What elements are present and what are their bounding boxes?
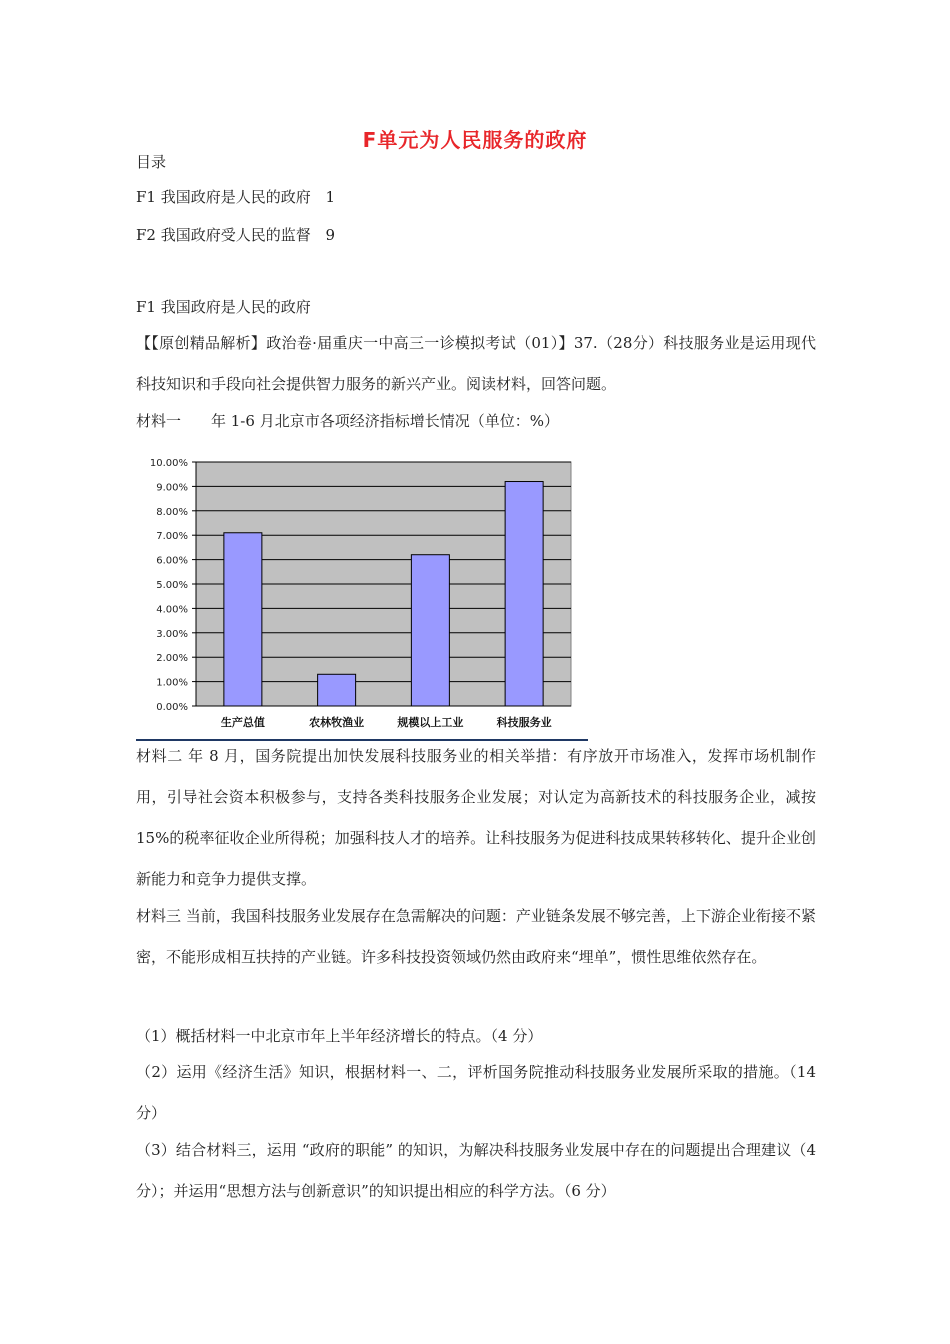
toc-item-label: F2 我国政府受人民的监督 bbox=[136, 226, 311, 244]
toc-item bbox=[136, 187, 335, 207]
question-intro: 【【原创精品解析】政治卷·届重庆一中高三一诊模拟考试（01）】37.（28分）科技服务业是运用现代科技知识和手段向社会提供智力服务的新兴产业。阅读材料，回答问题。 bbox=[136, 334, 816, 393]
document-title: F单元为人民服务的政府 bbox=[362, 128, 588, 152]
x-tick-label: 生产总值 bbox=[220, 716, 265, 729]
y-tick-label: 7.00% bbox=[156, 531, 188, 543]
toc-item bbox=[136, 225, 335, 245]
y-tick-label: 8.00% bbox=[156, 506, 188, 518]
y-tick-label: 1.00% bbox=[156, 677, 188, 689]
bar bbox=[224, 533, 262, 706]
toc-item-label: F1 我国政府是人民的政府 bbox=[136, 188, 311, 206]
toc-item-page: 1 bbox=[325, 188, 336, 206]
toc-heading: 目录 bbox=[136, 153, 167, 171]
x-tick-label: 规模以上工业 bbox=[397, 716, 464, 729]
question-3: （3）结合材料三，运用 “政府的职能” 的知识，为解决科技服务业发展中存在的问题提出合理建议（4 分）；并运用“思想方法与创新意识”的知识提出相应的科学方法。（6 分） bbox=[136, 1141, 816, 1200]
y-tick-label: 10.00% bbox=[149, 458, 188, 469]
y-tick-label: 5.00% bbox=[156, 580, 188, 591]
bar bbox=[318, 674, 356, 706]
y-tick-label: 6.00% bbox=[156, 555, 188, 567]
y-tick-label: 0.00% bbox=[156, 702, 188, 713]
material3-paragraph: 材料三 当前，我国科技服务业发展存在急需解决的问题：产业链条发展不够完善，上下游企业衔接不紧密，不能形成相互扶持的产业链。许多科技投资领域仍然由政府来“埋单”，惯性思维依然存在。 bbox=[136, 907, 816, 966]
y-tick-label: 3.00% bbox=[156, 628, 188, 640]
y-tick-label: 2.00% bbox=[156, 653, 188, 665]
bar-chart bbox=[136, 452, 592, 742]
toc-item-page: 9 bbox=[325, 226, 336, 244]
y-tick-label: 4.00% bbox=[156, 604, 188, 616]
material2-paragraph: 材料二 年 8 月，国务院提出加快发展科技服务业的相关举措：有序放开市场准入，发挥市场机制作用，引导社会资本积极参与，支持各类科技服务企业发展；对认定为高新技术的科技服务企业，减按 15%的税率征收企业所得税；加强科技人才的培养。让科技服务为促进科技成果转移转化、提升企业创新能力和竞争力提供支撑。 bbox=[136, 747, 816, 888]
bar bbox=[505, 482, 543, 706]
question-1: （1）概括材料一中北京市年上半年经济增长的特点。（4 分） bbox=[136, 1027, 543, 1045]
x-tick-label: 科技服务业 bbox=[496, 716, 552, 729]
bar bbox=[411, 555, 449, 706]
material1-caption: 材料一 年 1-6 月北京市各项经济指标增长情况（单位：%） bbox=[136, 412, 559, 430]
section-heading: F1 我国政府是人民的政府 bbox=[136, 298, 311, 316]
bar-chart-svg bbox=[136, 452, 592, 742]
y-tick-label: 9.00% bbox=[156, 482, 188, 494]
question-2: （2）运用《经济生活》知识，根据材料一、二，评析国务院推动科技服务业发展所采取的措施。（14 分） bbox=[136, 1063, 816, 1122]
x-tick-label: 农林牧渔业 bbox=[309, 716, 365, 729]
